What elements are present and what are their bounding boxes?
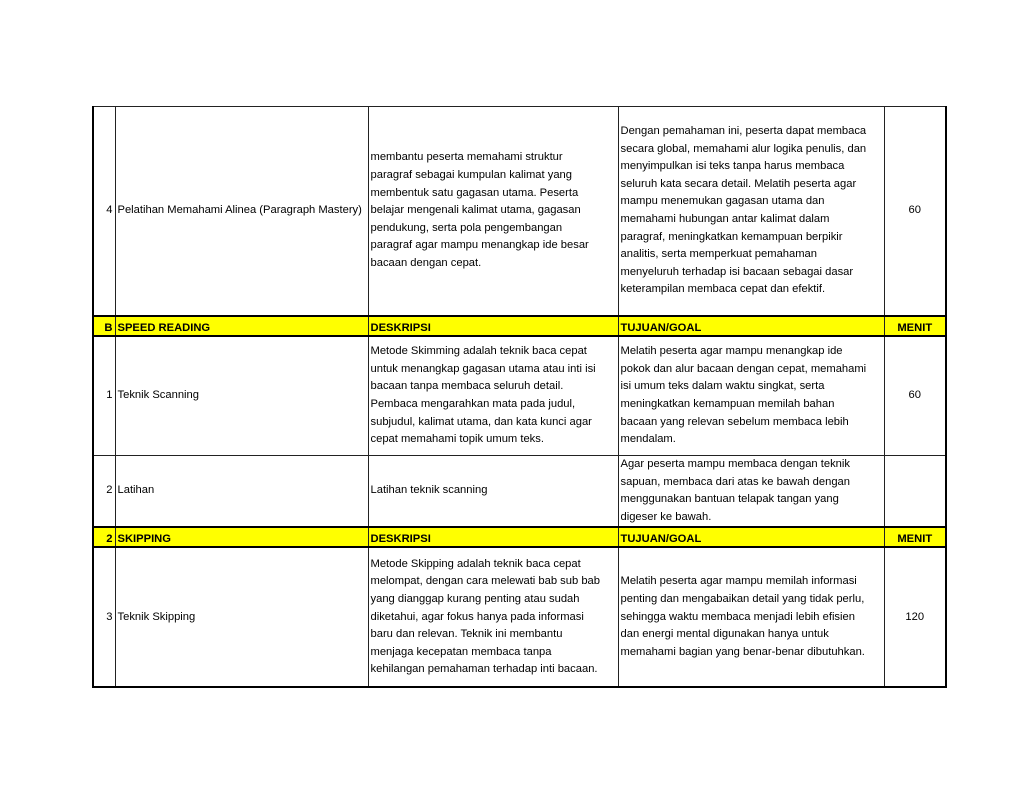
row-number: 1 [93,336,115,456]
section-title: SKIPPING [115,527,368,547]
minutes-header: MENIT [884,316,946,336]
section-header-skipping [93,527,946,547]
activity-minutes: 120 [884,547,946,687]
curriculum-table [92,106,947,688]
activity-name: Pelatihan Memahami Alinea (Paragraph Mastery) [115,107,368,317]
description-header: DESKRIPSI [368,316,618,336]
activity-description: Metode Skipping adalah teknik baca cepat melompat, dengan cara melewati bab sub bab yang dianggap kurang penting atau sudah diketahui, agar fokus hanya pada informasi baru dan relevan. Teknik ini membantu menjaga kecepatan membaca tanpa kehilangan pemahaman terhadap inti bacaan. [368,547,618,687]
minutes-header: MENIT [884,527,946,547]
section-code: 2 [93,527,115,547]
table-row [93,547,946,687]
goal-header: TUJUAN/GOAL [618,527,884,547]
activity-goal: Melatih peserta agar mampu menangkap ide pokok dan alur bacaan dengan cepat, memahami isi umum teks dalam waktu singkat, serta meningkatkan kemampuan memilah bahan bacaan yang relevan sebelum membaca lebih mendalam. [618,336,884,456]
row-number: 2 [93,456,115,528]
section-header-speed-reading [93,316,946,336]
activity-goal: Melatih peserta agar mampu memilah informasi penting dan mengabaikan detail yang tidak perlu, sehingga waktu membaca menjadi lebih efisien dan energi mental digunakan hanya untuk memahami bagian yang benar-benar dibutuhkan. [618,547,884,687]
activity-description: Latihan teknik scanning [368,456,618,528]
activity-goal: Dengan pemahaman ini, peserta dapat membaca secara global, memahami alur logika penulis, dan menyimpulkan isi teks tanpa harus membaca seluruh kata secara detail. Melatih peserta agar mampu menemukan gagasan utama dan memahami hubungan antar kalimat dalam paragraf, meningkatkan kemampuan berpikir analitis, serta memperkuat pemahaman menyeluruh terhadap isi bacaan sebagai dasar keterampilan membaca cepat dan efektif. [618,107,884,317]
activity-name: Teknik Skipping [115,547,368,687]
activity-name: Teknik Scanning [115,336,368,456]
section-code: B [93,316,115,336]
activity-goal: Agar peserta mampu membaca dengan teknik sapuan, membaca dari atas ke bawah dengan menggunakan bantuan telapak tangan yang digeser ke bawah. [618,456,884,528]
table-row [93,456,946,528]
table-row [93,336,946,456]
section-title: SPEED READING [115,316,368,336]
row-number: 3 [93,547,115,687]
activity-minutes: 60 [884,336,946,456]
activity-name: Latihan [115,456,368,528]
description-header: DESKRIPSI [368,527,618,547]
activity-description: membantu peserta memahami struktur paragraf sebagai kumpulan kalimat yang membentuk satu gagasan utama. Peserta belajar mengenali kalimat utama, gagasan pendukung, serta pola pengembangan paragraf agar mampu menangkap ide besar bacaan dengan cepat. [368,107,618,317]
activity-minutes: 60 [884,107,946,317]
table-row [93,107,946,317]
activity-description: Metode Skimming adalah teknik baca cepat untuk menangkap gagasan utama atau inti isi bacaan tanpa membaca seluruh detail. Pembaca mengarahkan mata pada judul, subjudul, kalimat utama, dan kata kunci agar cepat memahami topik umum teks. [368,336,618,456]
row-number: 4 [93,107,115,317]
activity-minutes [884,456,946,528]
goal-header: TUJUAN/GOAL [618,316,884,336]
